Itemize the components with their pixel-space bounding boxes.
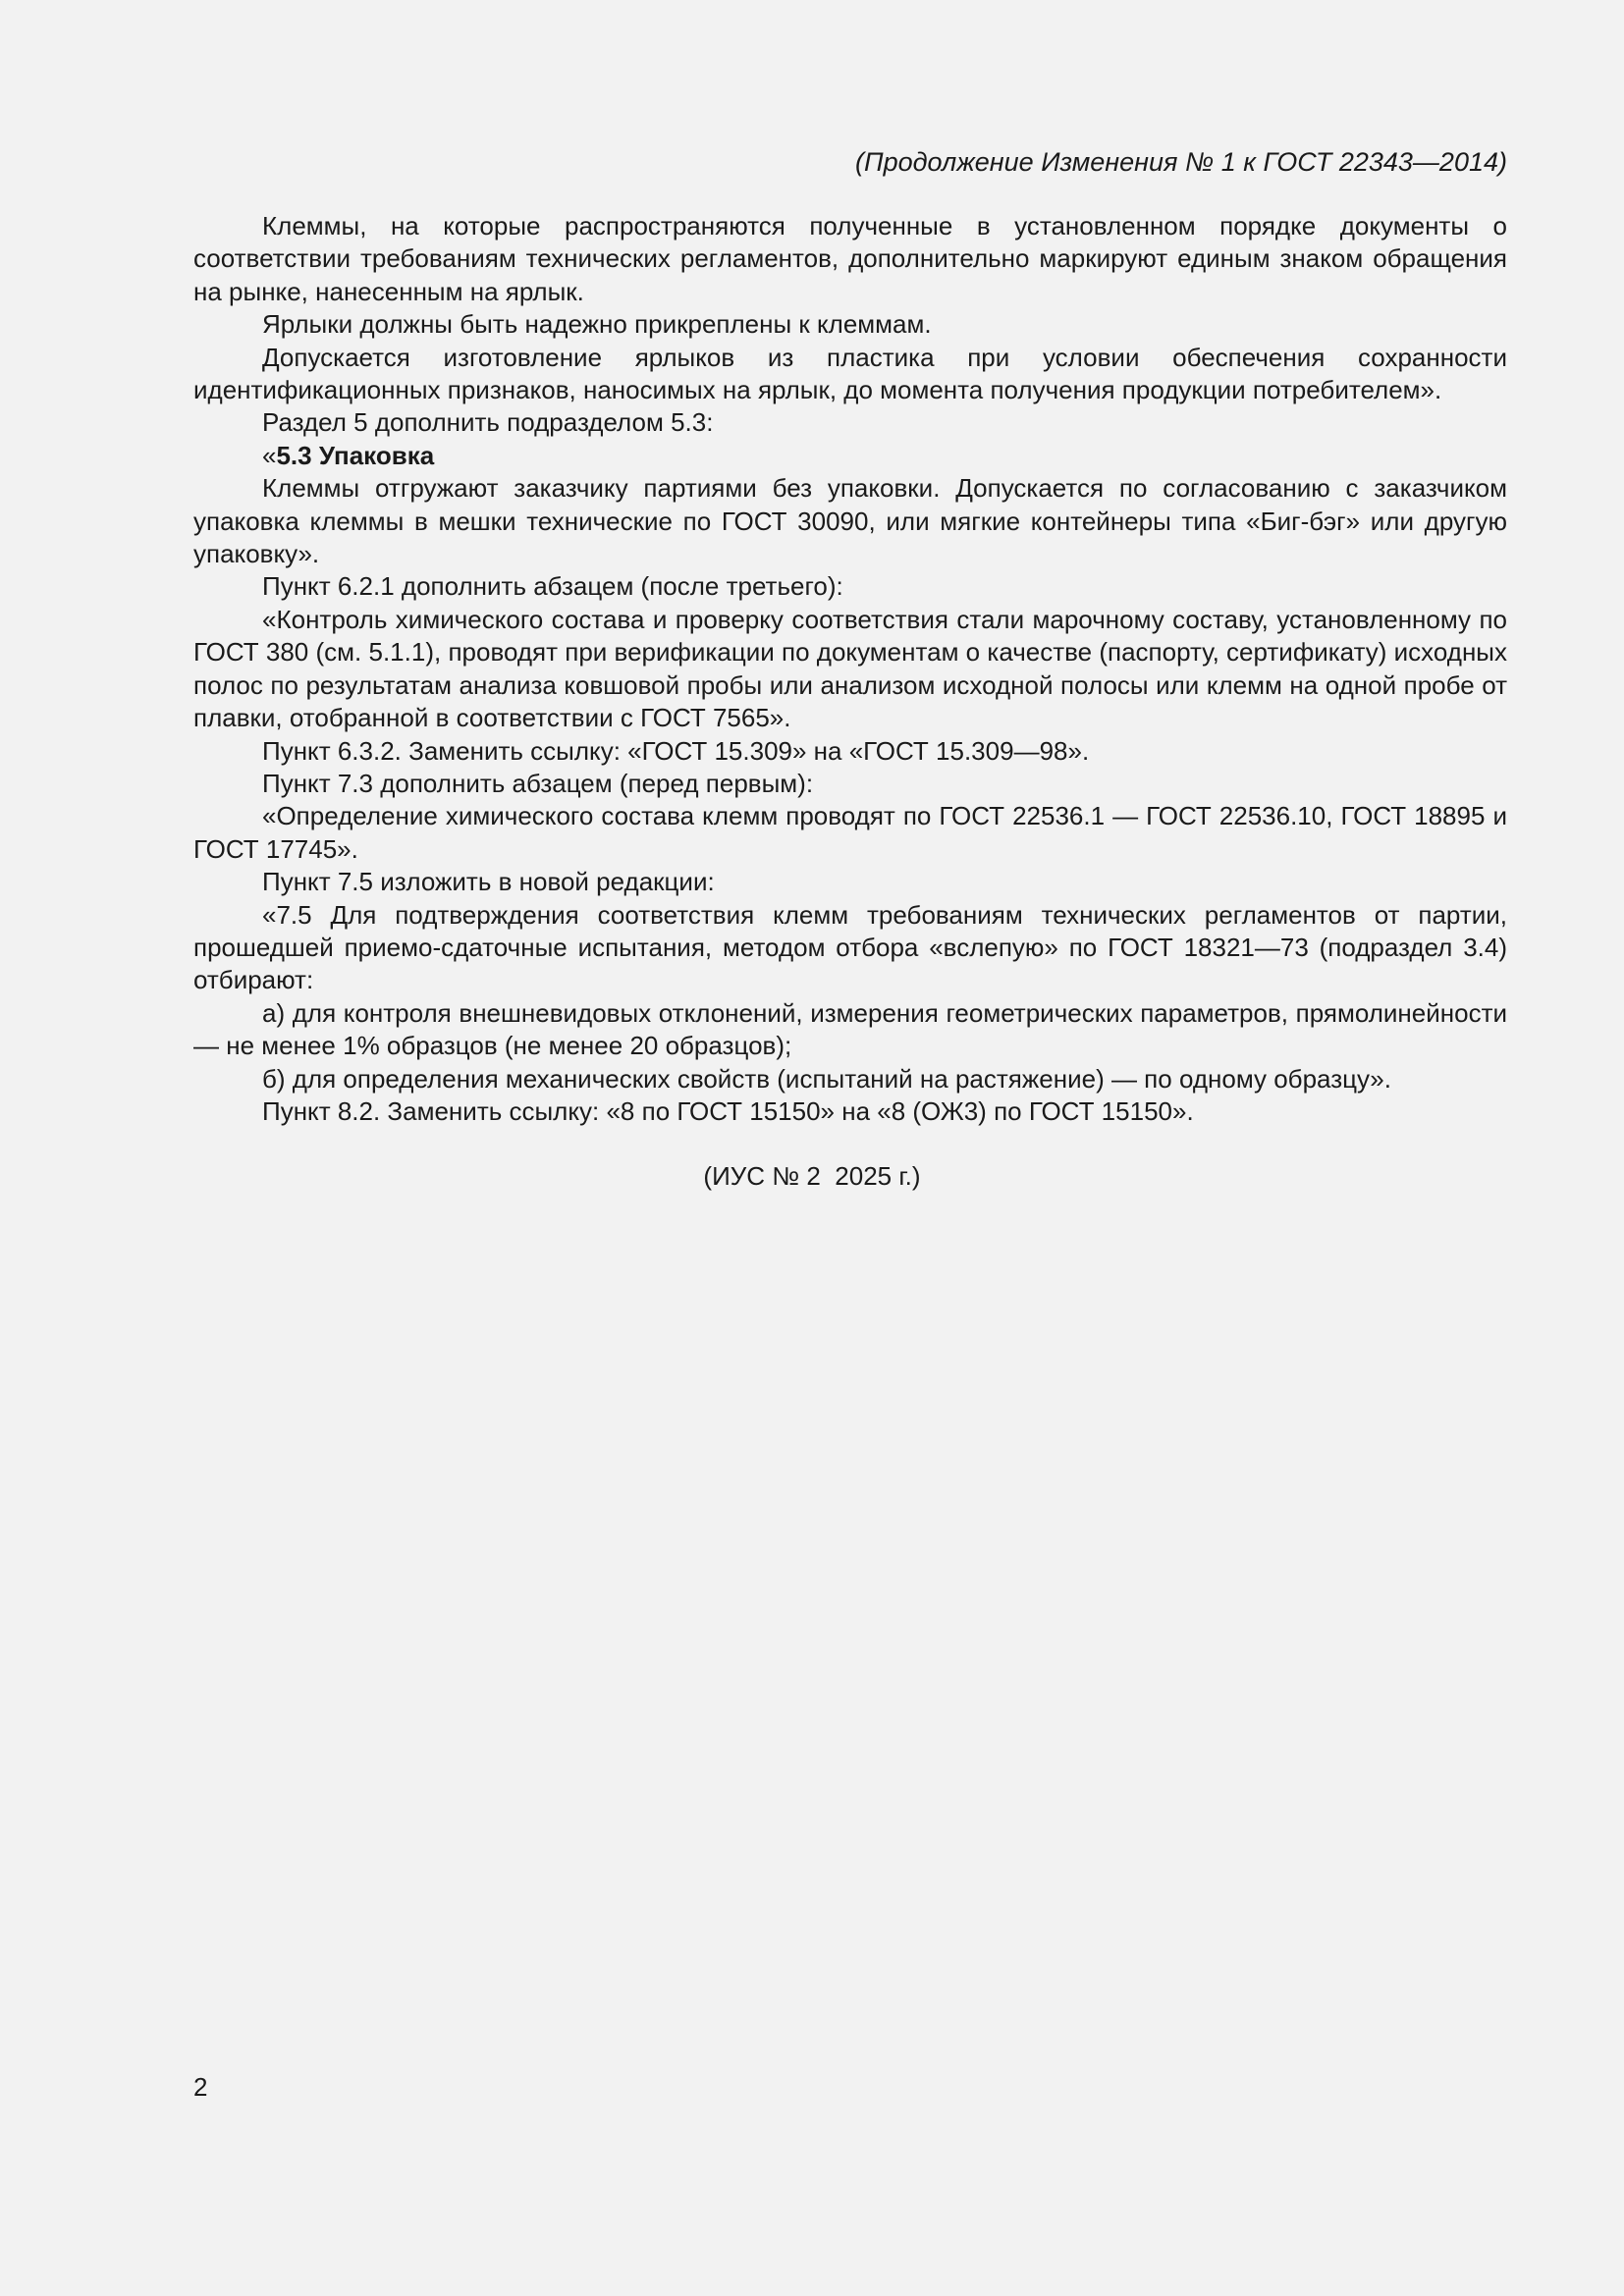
paragraph-item-7-3: Пункт 7.3 дополнить абзацем (перед первым): <box>262 768 814 798</box>
ius-reference: (ИУС № 2 2025 г.) <box>703 1161 921 1191</box>
document-body <box>193 210 1507 1128</box>
paragraph-chemical-composition: «Определение химического состава клемм проводят по ГОСТ 22536.1 — ГОСТ 22536.10, ГОСТ 18895 и ГОСТ 17745». <box>193 801 1507 864</box>
paragraph-labels-attached: Ярлыки должны быть надежно прикреплены к клеммам. <box>262 309 932 340</box>
paragraph-section-5-addition: Раздел 5 дополнить подразделом 5.3: <box>262 407 714 438</box>
paragraph-plastic-labels: Допускается изготовление ярлыков из пластика при условии обеспечения сохранности идентификационных признаков, наносимых на ярлык, до момента получения продукции потребителем». <box>193 342 1507 405</box>
list-item-b: б) для определения механических свойств (испытаний на растяжение) — по одному образцу». <box>262 1063 1391 1094</box>
paragraph-marking: Клеммы, на которые распространяются полученные в установленном порядке документы о соответствии требованиям технических регламентов, дополнительно маркируют единым знаком обращения на рынке, нанесенным на ярлык. <box>193 211 1507 306</box>
paragraph-item-6-3-2: Пункт 6.3.2. Заменить ссылку: «ГОСТ 15.309» на «ГОСТ 15.309—98». <box>262 735 1090 766</box>
paragraph-chemical-control: «Контроль химического состава и проверку соответствия стали марочному составу, установленному по ГОСТ 380 (см. 5.1.1), проводят при верификации по документам о качестве (паспорту, сертификату) исходных полос по результатам анализа ковшовой пробы или анализом исходной полосы или клемм на одной пробе от плавки, отобранной в соответствии с ГОСТ 7565». <box>193 604 1507 733</box>
heading-open-quote: « <box>262 440 277 470</box>
paragraph-item-8-2: Пункт 8.2. Заменить ссылку: «8 по ГОСТ 15150» на «8 (ОЖ3) по ГОСТ 15150». <box>262 1095 1194 1126</box>
paragraph-packaging: Клеммы отгружают заказчику партиями без упаковки. Допускается по согласованию с заказчиком упаковка клеммы в мешки технические по ГОСТ 30090, или мягкие контейнеры типа «Биг-бэг» или другую упаковку». <box>193 473 1507 569</box>
paragraph-7-5-text: «7.5 Для подтверждения соответствия клемм требованиям технических регламентов от партии, прошедшей приемо-сдаточные испытания, методом отбора «вслепую» по ГОСТ 18321—73 (подраздел 3.4) отбирают: <box>193 899 1507 995</box>
heading-text: 5.3 Упаковка <box>276 440 435 470</box>
list-item-a: а) для контроля внешневидовых отклонений, измерения геометрических параметров, прямолинейности — не менее 1% образцов (не менее 20 образцов); <box>193 997 1507 1061</box>
paragraph-item-7-5: Пункт 7.5 изложить в новой редакции: <box>262 867 715 897</box>
section-heading-packaging <box>193 440 1507 472</box>
page-number: 2 <box>193 2072 208 2102</box>
running-header: (Продолжение Изменения № 1 к ГОСТ 22343—2014) <box>855 147 1507 177</box>
paragraph-item-6-2-1: Пункт 6.2.1 дополнить абзацем (после третьего): <box>262 571 843 602</box>
